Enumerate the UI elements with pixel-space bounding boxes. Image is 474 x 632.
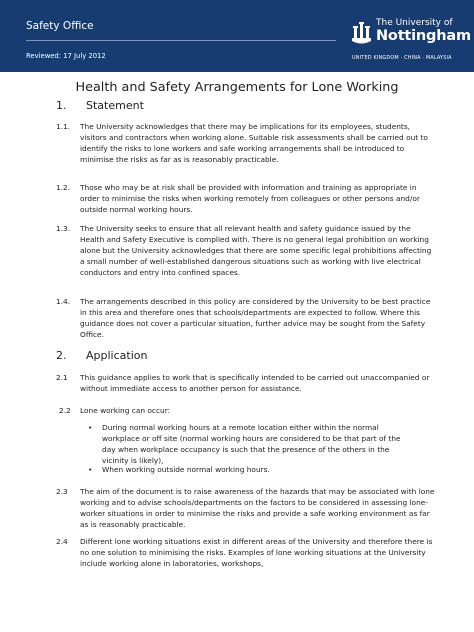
bullet-icon: •	[88, 465, 93, 474]
paragraph-number: 1.4.	[56, 297, 71, 306]
header-divider	[26, 40, 336, 41]
paragraph-text: The arrangements described in this policy are considered by the University to be best practice in this area and therefore ones that schools/departments are expected to follow. Where this guidance does not cover a particular situation, further advice may be sought from the Safety Office.	[80, 297, 431, 339]
paragraph-number: 2.2	[59, 406, 71, 415]
paragraph-number: 1.1.	[56, 122, 71, 131]
paragraph-number: 2.1	[56, 373, 68, 382]
section-title: Statement	[86, 99, 144, 112]
paragraph-text: The University seeks to ensure that all relevant health and safety guidance issued by the Health and Safety Executive is complied with. There is no general legal prohibition on working alone but the University acknowledges that there are some specific legal prohibitions affecting a small number of well-established dangerous situations such as working with live electrical conductors and entry into confined spaces.	[80, 224, 432, 277]
logo-line-2: Nottingham	[376, 28, 471, 44]
paragraph-number: 1.2.	[56, 183, 71, 192]
section-number: 2.	[56, 349, 67, 362]
paragraph-text: Different lone working situations exist in different areas of the University and therefore there is no one solution to minimising the risks. Examples of lone working situations at the University include working alone in laboratories, workshops,	[80, 537, 433, 568]
paragraph-text: This guidance applies to work that is specifically intended to be carried out unaccompanied or without immediate access to another person for assistance.	[80, 373, 430, 393]
paragraph-text: The aim of the document is to raise awareness of the hazards that may be associated with lone working and to advise schools/departments on the factors to be considered in assessing lone-worker situations in order to minimise the risks and provide a safe working environment as far as is reasonably practicable.	[80, 487, 435, 529]
document-title: Health and Safety Arrangements for Lone Working	[75, 80, 399, 95]
paragraph-text: The University acknowledges that there may be implications for its employees, students, visitors and contractors when working alone. Suitable risk assessments shall be carried out to identify the risks to lone workers and safe working arrangements shall be introduced to minimise the risks as far as is reasonably practicable.	[80, 122, 428, 164]
crest-icon	[352, 21, 371, 45]
paragraph-number: 1.3.	[56, 224, 71, 233]
bullet-icon: •	[88, 423, 93, 432]
paragraph-text: Those who may be at risk shall be provided with information and training as appropriate in order to minimise the risks when working remotely from colleagues or other persons and/or outside normal working hours.	[80, 183, 420, 214]
section-title: Application	[86, 349, 148, 362]
bullet-text: During normal working hours at a remote location either within the normal workplace or off site (normal working hours are considered to be that part of the day when workplace occupancy is such that the presence of the others in the vicinity is likely),	[102, 423, 401, 465]
paragraph-text: Lone working can occur:	[80, 406, 171, 415]
logo-line-1: The University of	[376, 18, 453, 28]
reviewed-date: Reviewed: 17 July 2012	[26, 52, 106, 60]
header-banner	[0, 0, 474, 72]
section-number: 1.	[56, 99, 67, 112]
paragraph-number: 2.3	[56, 487, 68, 496]
bullet-text: When working outside normal working hours.	[102, 465, 270, 474]
office-name: Safety Office	[26, 20, 94, 32]
university-logo	[352, 17, 470, 67]
logo-campuses: UNITED KINGDOM · CHINA · MALAYSIA	[352, 55, 452, 61]
paragraph-number: 2.4	[56, 537, 68, 546]
